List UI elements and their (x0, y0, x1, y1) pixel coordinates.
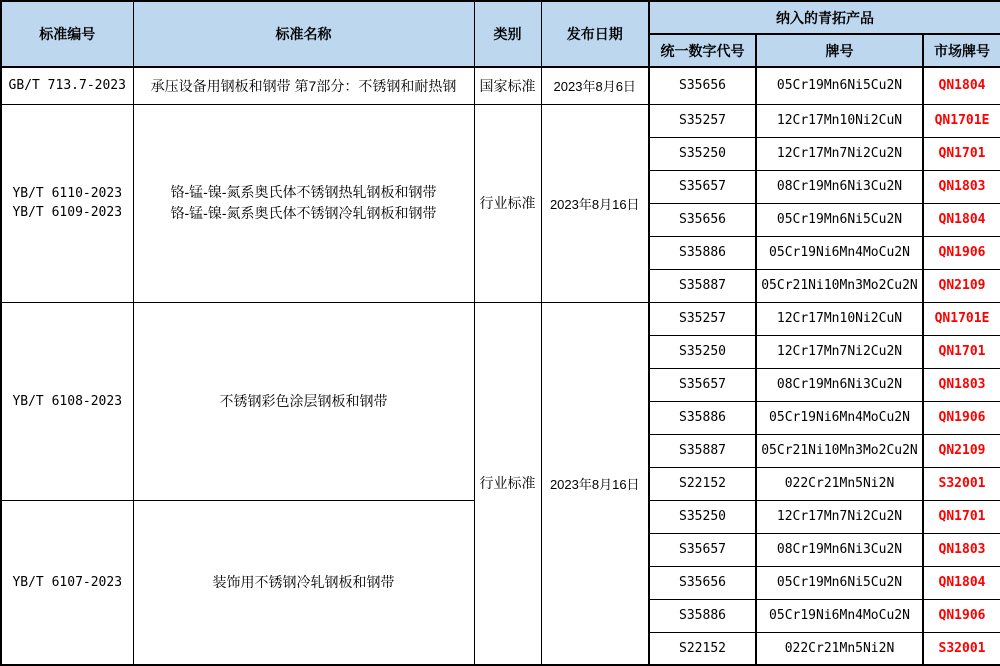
cell-market-grade: S32001 (923, 467, 1000, 500)
cell-market-grade: QN2109 (923, 434, 1000, 467)
cell-product-code: S35250 (649, 137, 756, 170)
cell-product-code: S35657 (649, 170, 756, 203)
cell-product-code: S35250 (649, 500, 756, 533)
cell-market-grade: QN1906 (923, 599, 1000, 632)
cell-market-grade: S32001 (923, 632, 1000, 665)
standard-no-line: YB/T 6110-2023 (12, 185, 123, 201)
cell-product-grade: 05Cr19Mn6Ni5Cu2N (756, 566, 923, 599)
cell-product-grade: 08Cr19Mn6Ni3Cu2N (756, 533, 923, 566)
cell-standard-no: GB/T 713.7-2023 (1, 67, 133, 104)
header-standard-name: 标准名称 (133, 1, 474, 67)
header-date: 发布日期 (541, 1, 649, 67)
standard-name-line: 铬-锰-镍-氮系奥氏体不锈钢冷轧钢板和钢带 (170, 205, 437, 221)
cell-product-grade: 05Cr19Ni6Mn4MoCu2N (756, 236, 923, 269)
cell-product-grade: 08Cr19Mn6Ni3Cu2N (756, 170, 923, 203)
cell-market-grade: QN1906 (923, 236, 1000, 269)
cell-product-code: S35656 (649, 67, 756, 104)
header-product-group: 纳入的青拓产品 (649, 1, 1000, 34)
cell-product-code: S35656 (649, 203, 756, 236)
cell-market-grade: QN1701E (923, 302, 1000, 335)
cell-product-grade: 022Cr21Mn5Ni2N (756, 467, 923, 500)
cell-market-grade: QN1803 (923, 170, 1000, 203)
header-row-1 (1, 1, 1000, 34)
cell-product-code: S35656 (649, 566, 756, 599)
cell-market-grade: QN1804 (923, 566, 1000, 599)
cell-product-code: S35257 (649, 104, 756, 137)
cell-product-grade: 05Cr19Mn6Ni5Cu2N (756, 67, 923, 104)
cell-product-code: S22152 (649, 632, 756, 665)
cell-market-grade: QN1701 (923, 500, 1000, 533)
cell-product-grade: 05Cr21Ni10Mn3Mo2Cu2N (756, 269, 923, 302)
cell-product-code: S35886 (649, 599, 756, 632)
cell-product-grade: 05Cr21Ni10Mn3Mo2Cu2N (756, 434, 923, 467)
header-category: 类别 (474, 1, 541, 67)
header-standard-no: 标准编号 (1, 1, 133, 67)
cell-category: 行业标准 (474, 302, 541, 665)
cell-product-grade: 08Cr19Mn6Ni3Cu2N (756, 368, 923, 401)
cell-product-grade: 12Cr17Mn7Ni2Cu2N (756, 335, 923, 368)
cell-product-code: S35887 (649, 269, 756, 302)
cell-product-code: S35657 (649, 368, 756, 401)
cell-standard-name: 不锈钢彩色涂层钢板和钢带 (133, 302, 474, 500)
cell-product-grade: 12Cr17Mn10Ni2CuN (756, 104, 923, 137)
cell-market-grade: QN2109 (923, 269, 1000, 302)
cell-market-grade: QN1803 (923, 533, 1000, 566)
standard-name-line: 铬-锰-镍-氮系奥氏体不锈钢热轧钢板和钢带 (170, 184, 437, 200)
cell-product-code: S35250 (649, 335, 756, 368)
cell-product-grade: 12Cr17Mn7Ni2Cu2N (756, 137, 923, 170)
cell-market-grade: QN1701 (923, 335, 1000, 368)
cell-date: 2023年8月16日 (541, 302, 649, 665)
cell-standard-no: YB/T 6108-2023 (1, 302, 133, 500)
cell-product-grade: 12Cr17Mn10Ni2CuN (756, 302, 923, 335)
cell-standard-name: 装饰用不锈钢冷轧钢板和钢带 (133, 500, 474, 665)
cell-product-code: S35887 (649, 434, 756, 467)
cell-product-code: S35886 (649, 401, 756, 434)
cell-product-grade: 022Cr21Mn5Ni2N (756, 632, 923, 665)
cell-product-grade: 12Cr17Mn7Ni2Cu2N (756, 500, 923, 533)
cell-product-code: S35886 (649, 236, 756, 269)
cell-category: 国家标准 (474, 67, 541, 104)
cell-market-grade: QN1803 (923, 368, 1000, 401)
cell-market-grade: QN1804 (923, 67, 1000, 104)
cell-product-grade: 05Cr19Mn6Ni5Cu2N (756, 203, 923, 236)
cell-market-grade: QN1701E (923, 104, 1000, 137)
cell-standard-no (1, 104, 133, 302)
cell-market-grade: QN1906 (923, 401, 1000, 434)
table-row (1, 302, 1000, 335)
cell-standard-name: 承压设备用钢板和钢带 第7部分：不锈钢和耐热钢 (133, 67, 474, 104)
standard-no-line: YB/T 6109-2023 (12, 205, 123, 220)
cell-standard-no: YB/T 6107-2023 (1, 500, 133, 665)
cell-product-grade: 05Cr19Ni6Mn4MoCu2N (756, 599, 923, 632)
header-product-code: 统一数字代号 (649, 34, 756, 67)
cell-date: 2023年8月16日 (541, 104, 649, 302)
table-row (1, 104, 1000, 137)
header-market-grade: 市场牌号 (923, 34, 1000, 67)
cell-market-grade: QN1701 (923, 137, 1000, 170)
cell-market-grade: QN1804 (923, 203, 1000, 236)
cell-standard-name (133, 104, 474, 302)
table-row (1, 67, 1000, 104)
cell-product-code: S22152 (649, 467, 756, 500)
cell-product-grade: 05Cr19Ni6Mn4MoCu2N (756, 401, 923, 434)
header-product-grade: 牌号 (756, 34, 923, 67)
cell-category: 行业标准 (474, 104, 541, 302)
table-header (1, 1, 1000, 67)
cell-date: 2023年8月6日 (541, 67, 649, 104)
cell-product-code: S35657 (649, 533, 756, 566)
cell-product-code: S35257 (649, 302, 756, 335)
